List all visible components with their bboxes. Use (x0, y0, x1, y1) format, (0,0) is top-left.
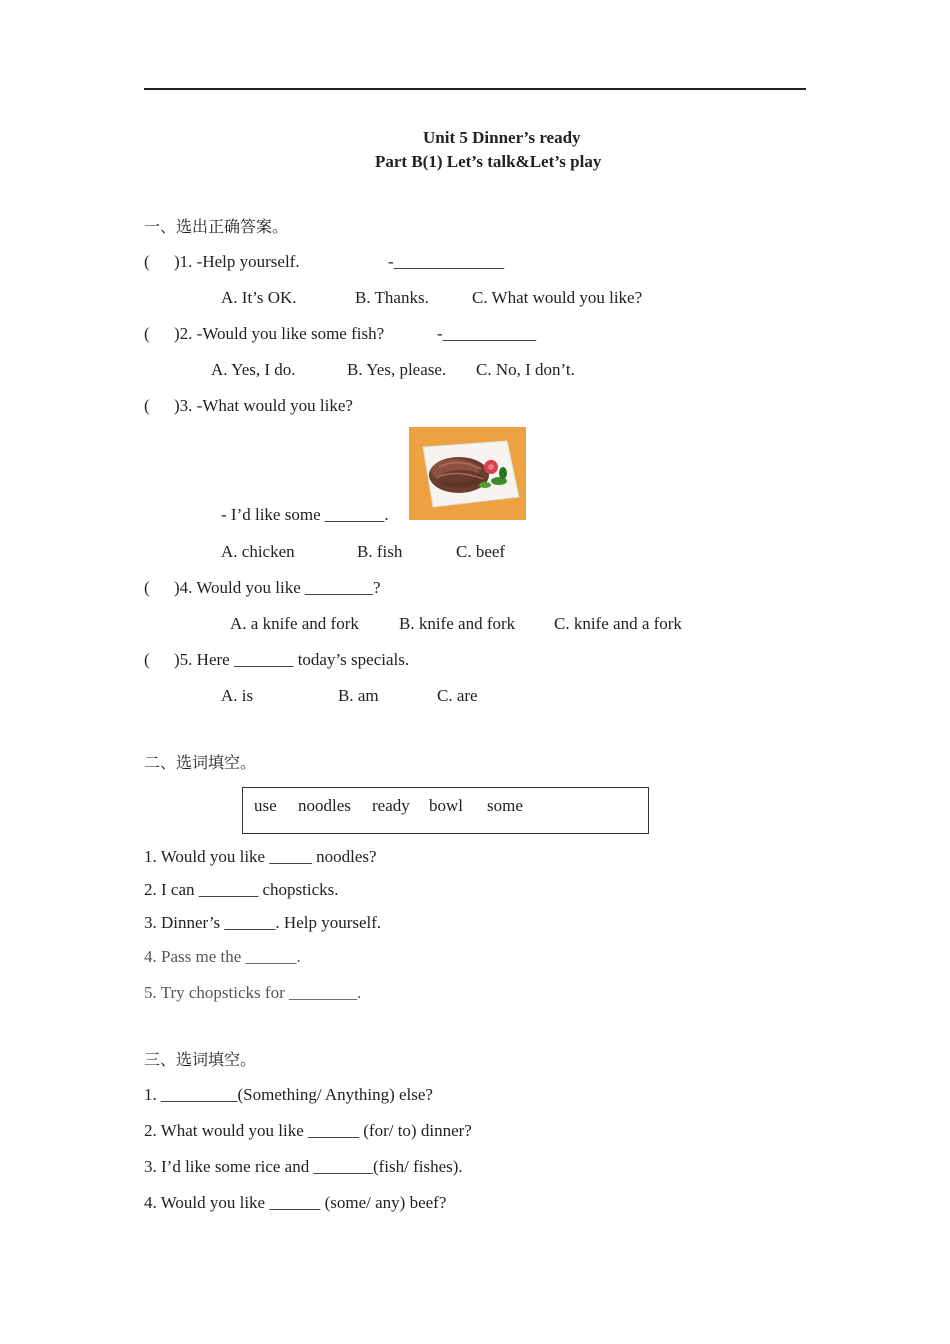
q3-option-a[interactable]: A. chicken (221, 542, 295, 561)
section1-heading: 一、选出正确答案。 (144, 217, 289, 236)
q3-option-b[interactable]: B. fish (357, 542, 403, 561)
q3-stem: )3. -What would you like? (174, 396, 353, 415)
q3-option-c[interactable]: C. beef (456, 542, 506, 561)
q2-option-a[interactable]: A. Yes, I do. (211, 360, 296, 379)
q5-stem: )5. Here _______ today’s specials. (174, 650, 410, 669)
section2-item: 3. Dinner’s ______. Help yourself. (144, 913, 382, 932)
q3-reply: - I’d like some _______. (221, 505, 389, 524)
q2-paren: ( (144, 324, 150, 343)
q1-stem: )1. -Help yourself. (174, 252, 300, 271)
section3-item: 3. I’d like some rice and _______(fish/ fishes). (144, 1157, 463, 1176)
q5-option-c[interactable]: C. are (437, 686, 478, 705)
q4-option-c[interactable]: C. knife and a fork (554, 614, 682, 633)
header-rule (144, 88, 806, 90)
section2-heading: 二、选词填空。 (144, 753, 257, 772)
section3-item: 1. _________(Something/ Anything) else? (144, 1085, 433, 1104)
beef-plate-image (409, 427, 526, 520)
q5-paren: ( (144, 650, 150, 669)
word-bank-word: bowl (429, 796, 463, 815)
word-bank-word: use (254, 796, 277, 815)
section2-item: 4. Pass me the ______. (144, 947, 301, 966)
q1-option-a[interactable]: A. It’s OK. (221, 288, 297, 307)
q2-answer-blank[interactable]: -___________ (437, 324, 537, 343)
q1-option-b[interactable]: B. Thanks. (355, 288, 429, 307)
q4-paren: ( (144, 578, 150, 597)
word-bank-word: ready (372, 796, 410, 815)
q5-option-b[interactable]: B. am (338, 686, 379, 705)
q1-answer-blank[interactable]: -_____________ (388, 252, 505, 271)
q4-option-b[interactable]: B. knife and fork (399, 614, 516, 633)
q1-paren: ( (144, 252, 150, 271)
q4-stem: )4. Would you like ________? (174, 578, 381, 597)
section2-item: 1. Would you like _____ noodles? (144, 847, 377, 866)
section3-heading: 三、选词填空。 (144, 1050, 257, 1069)
q2-stem: )2. -Would you like some fish? (174, 324, 385, 343)
word-bank-word: some (487, 796, 523, 815)
q3-paren: ( (144, 396, 150, 415)
worksheet-title: Unit 5 Dinner’s ready (423, 128, 581, 147)
q2-option-b[interactable]: B. Yes, please. (347, 360, 447, 379)
worksheet-subtitle: Part B(1) Let’s talk&Let’s play (375, 152, 602, 171)
q4-option-a[interactable]: A. a knife and fork (230, 614, 359, 633)
q1-option-c[interactable]: C. What would you like? (472, 288, 643, 307)
q2-option-c[interactable]: C. No, I don’t. (476, 360, 575, 379)
section3-item: 4. Would you like ______ (some/ any) beef? (144, 1193, 447, 1212)
q5-option-a[interactable]: A. is (221, 686, 254, 705)
word-bank-word: noodles (298, 796, 351, 815)
section2-item: 5. Try chopsticks for ________. (144, 983, 362, 1002)
section3-item: 2. What would you like ______ (for/ to) dinner? (144, 1121, 472, 1140)
section2-item: 2. I can _______ chopsticks. (144, 880, 339, 899)
